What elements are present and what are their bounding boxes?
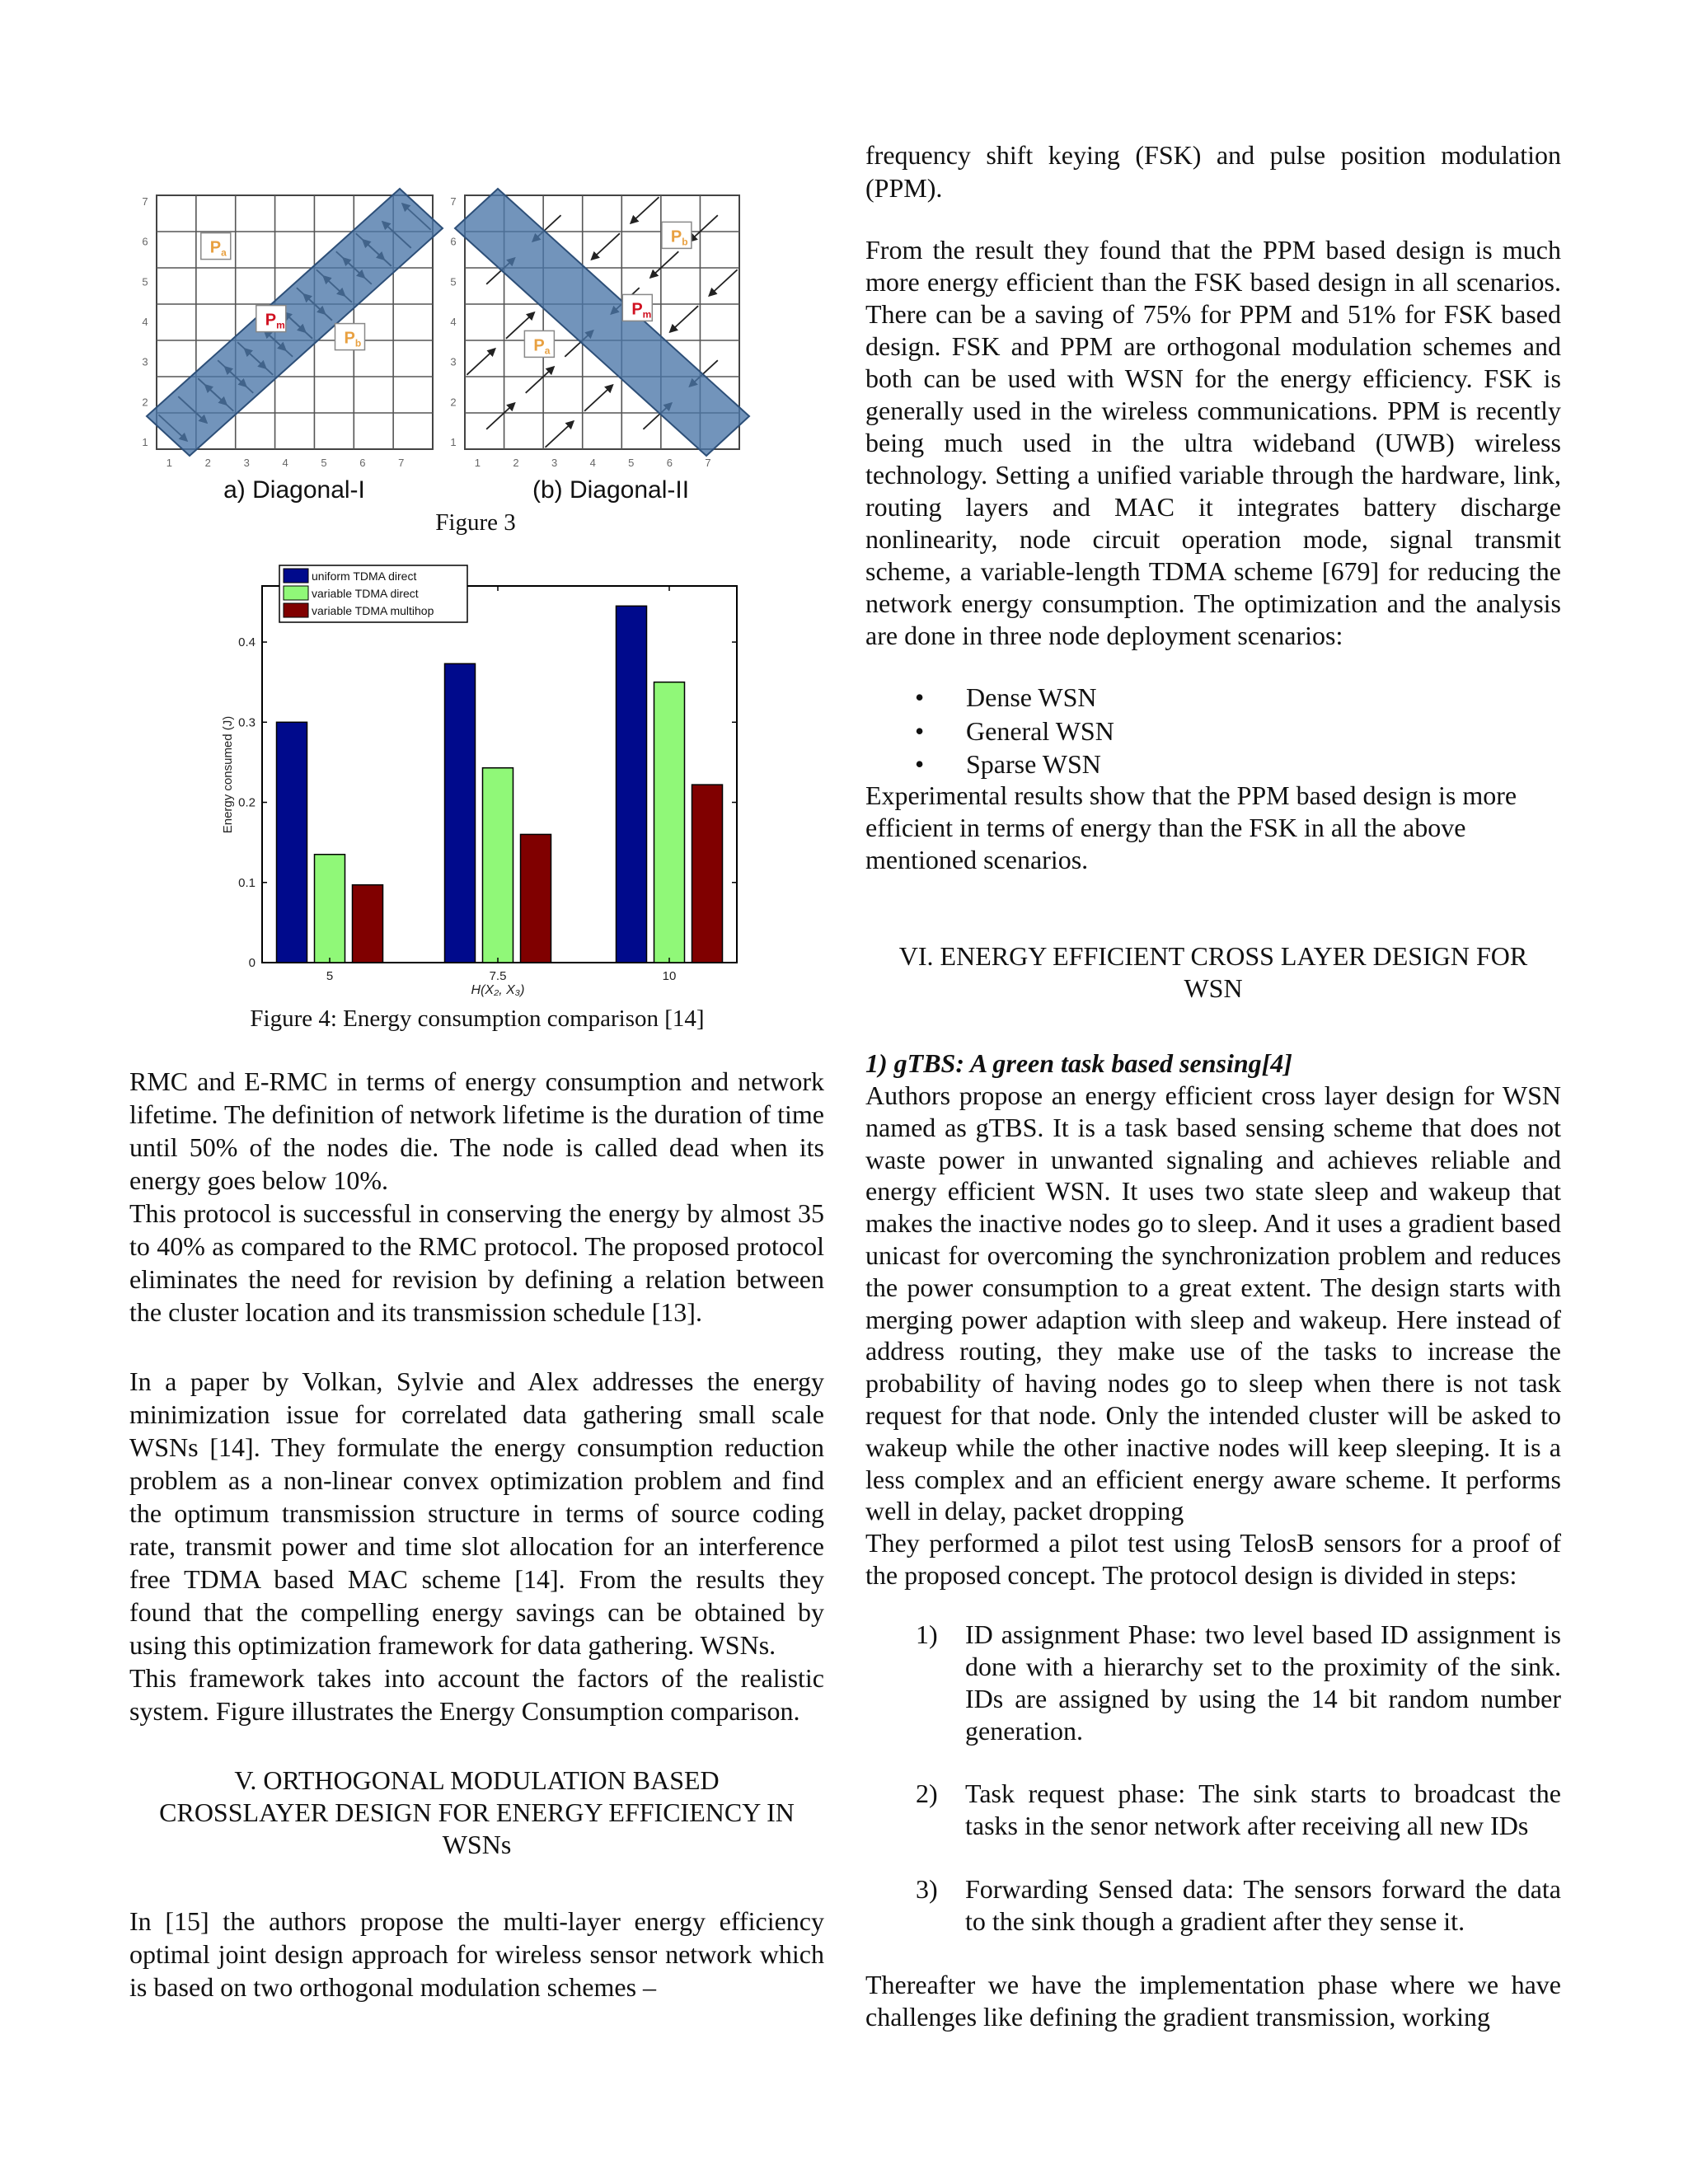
node-label: $P_b$ — [670, 227, 688, 248]
figure-3-panel — [450, 189, 749, 504]
heading-line: WSNs — [442, 1830, 512, 1859]
item-number: 2) — [916, 1779, 938, 1808]
figure-4-bar-chart — [221, 565, 737, 997]
list-item — [865, 681, 1561, 715]
y-tick-label: 0 — [248, 956, 256, 970]
right-paragraph-2: From the result they found that the PPM based design is much more energy efficient than the FSK based design in all scenarios. There can be a saving of 75% for PPM and 51% for FSK based design. FSK and PPM are orthogonal modulation schemes and both can be used with WSN for the energy efficiency. FSK is generally used in the wireless communications. PPM is recently being much used in the ultra wideband (UWB) wireless technology. Setting a unified variable through the hardware, link, routing layers and MAC it integrates battery discharge nonlinearity, node circuit operation mode, signal transmit scheme, a variable-length TDMA scheme [679] for reducing the network energy consumption. The optimization and the analysis are done in three node deployment scenarios: — [865, 235, 1561, 650]
section-v-heading — [129, 1765, 824, 1861]
item-number: 3) — [916, 1874, 938, 1904]
node-label-box — [256, 306, 286, 332]
y-tick-label: 2 — [142, 396, 148, 409]
x-tick-label: 4 — [589, 457, 596, 469]
bar-variable-tdma-direct — [654, 682, 685, 963]
node-label-box — [201, 233, 231, 260]
list-item — [865, 748, 1561, 781]
bullet-icon: • — [915, 715, 925, 746]
heading-line: V. ORTHOGONAL MODULATION BASED — [234, 1765, 720, 1795]
x-tick-label: 1 — [166, 457, 172, 469]
y-tick-label: 5 — [142, 275, 148, 288]
right-paragraph-4: Authors propose an energy efficient cross layer design for WSN named as gTBS. It is a task based sensing scheme that does not waste power in unwanted signaling and achieves reliable and energy efficient WSN. It uses two state sleep and wakeup that makes the inactive nodes go to sleep. And it uses a gradient based unicast for overcoming the synchronization problem and reduces the power consumption to a great extent. The design starts with merging power adaption with sleep and wakeup. Here instead of address routing, they make use of the tasks to increase the probability of having nodes go to sleep when there is not task request for that node. Only the intended cluster will be asked to wakeup while the other inactive nodes will keep sleeping. It is a less complex and an efficient energy aware scheme. It performs well in delay, packet dropping — [865, 1080, 1561, 1526]
y-tick-label: 5 — [450, 275, 457, 288]
y-tick-label: 6 — [142, 235, 148, 248]
bar-variable-tdma-direct — [483, 768, 513, 963]
item-text: ID assignment Phase: two level based ID assignment is done with a hierarchy set to the proximity of the sink. IDs are assigned by using the 14 bit random number generation. — [965, 1619, 1561, 1746]
x-tick-label: 1 — [474, 457, 481, 469]
y-tick-label: 3 — [142, 355, 148, 368]
chart-legend — [279, 565, 467, 622]
legend-swatch — [284, 603, 308, 617]
figure-3-caption: Figure 3 — [435, 509, 516, 536]
bar-uniform-tdma-direct — [445, 663, 476, 963]
node-label-box — [622, 294, 652, 321]
legend-label: uniform TDMA direct — [312, 569, 417, 583]
x-tick-label: 6 — [666, 457, 673, 469]
right-paragraph-5: They performed a pilot test using TelosB sensors for a proof of the proposed concept. The protocol design is divided in steps: — [865, 1528, 1561, 1590]
legend-label: variable TDMA direct — [312, 587, 419, 600]
bar-variable-tdma-multihop — [521, 834, 551, 963]
item-text: Forwarding Sensed data: The sensors forward the data to the sink though a gradient after they sense it. — [965, 1874, 1561, 1936]
right-paragraph-6: Thereafter we have the implementation phase where we have challenges like defining the gradient transmission, working — [865, 1970, 1561, 2032]
y-tick-label: 0.4 — [238, 635, 256, 650]
y-tick-label: 0.3 — [238, 715, 256, 730]
y-tick-label: 6 — [450, 235, 457, 248]
bar-uniform-tdma-direct — [617, 606, 647, 963]
list-item — [865, 715, 1561, 748]
panel-label: a) Diagonal-I — [223, 476, 365, 504]
bar-variable-tdma-multihop — [692, 785, 723, 963]
y-tick-label: 0.1 — [238, 875, 256, 890]
y-tick-label: 7 — [142, 195, 148, 208]
item-text: Task request phase: The sink starts to broadcast the tasks in the senor network after receiving all new IDs — [965, 1779, 1561, 1840]
x-tick-label: 10 — [662, 969, 677, 983]
x-tick-label: 3 — [243, 457, 250, 469]
heading-line: VI. ENERGY EFFICIENT CROSS LAYER DESIGN FOR — [898, 941, 1528, 971]
bar-uniform-tdma-direct — [277, 722, 307, 963]
left-paragraph-3b: This framework takes into account the factors of the realistic system. Figure illustrates the Energy Consumption comparison. — [129, 1663, 824, 1726]
figure-3-panel — [142, 189, 443, 504]
x-tick-label: 4 — [282, 457, 288, 469]
node-label-box — [335, 324, 365, 350]
x-tick-label: 5 — [321, 457, 327, 469]
numbered-item — [865, 1873, 1561, 1938]
legend-swatch — [284, 586, 308, 600]
heading-line: WSN — [1184, 973, 1243, 1003]
y-tick-label: 1 — [142, 436, 148, 448]
bullet-icon: • — [915, 682, 925, 712]
bullet-list — [865, 681, 1561, 781]
bullet-icon: • — [915, 749, 925, 779]
bar-variable-tdma-multihop — [353, 885, 383, 963]
x-tick-label: 6 — [359, 457, 366, 469]
numbered-item — [865, 1778, 1561, 1842]
x-tick-label: 2 — [513, 457, 519, 469]
x-tick-label: 7.5 — [489, 969, 507, 983]
left-paragraph-1: RMC and E-RMC in terms of energy consumption and network lifetime. The definition of network lifetime is the duration of time until 50% of the nodes die. The node is called dead when its energy goes below 10%. — [129, 1066, 824, 1195]
node-label: $P_a$ — [209, 238, 227, 259]
x-axis-label: H(X₂, X₃) — [471, 983, 525, 997]
node-label: $P_m$ — [631, 300, 652, 321]
heading-line: CROSSLAYER DESIGN FOR ENERGY EFFICIENCY IN — [159, 1797, 795, 1827]
node-label: $P_b$ — [344, 329, 362, 349]
left-paragraph-3: In a paper by Volkan, Sylvie and Alex addresses the energy minimization issue for correlated data gathering small scale WSNs [14]. They formulate the energy consumption reduction problem as a non-linear convex optimization problem and find the optimum transmission structure in terms of source coding rate, transmit power and time slot allocation for an interference free TDMA based MAC scheme [14]. From the results they found that the compelling energy savings can be obtained by using this optimization framework for data gathering. WSNs. — [129, 1366, 824, 1660]
legend-label: variable TDMA multihop — [312, 604, 434, 617]
node-label: $P_m$ — [265, 311, 285, 331]
x-tick-label: 7 — [705, 457, 711, 469]
section-vi-heading — [865, 940, 1561, 1005]
numbered-item — [865, 1619, 1561, 1747]
legend-swatch — [284, 569, 308, 583]
y-tick-label: 4 — [142, 316, 148, 328]
bullet-text: General WSN — [966, 715, 1114, 746]
bar-variable-tdma-direct — [315, 855, 345, 963]
item-number: 1) — [916, 1619, 938, 1649]
x-tick-label: 2 — [204, 457, 211, 469]
x-tick-label: 5 — [326, 969, 334, 983]
right-paragraph-3: Experimental results show that the PPM based design is more efficient in terms of energy than the FSK in all the above mentioned scenarios. — [865, 780, 1517, 874]
bullet-text: Sparse WSN — [966, 749, 1101, 779]
panel-label: (b) Diagonal-II — [532, 476, 690, 504]
bullet-text: Dense WSN — [966, 682, 1097, 712]
node-label-box — [524, 330, 554, 357]
node-label: $P_a$ — [533, 336, 551, 357]
y-tick-label: 7 — [450, 195, 457, 208]
left-paragraph-2: This protocol is successful in conserving the energy by almost 35 to 40% as compared to the RMC protocol. The proposed protocol eliminates the need for revision by defining a relation between the cluster location and its transmission schedule [13]. — [129, 1198, 824, 1327]
x-tick-label: 3 — [551, 457, 558, 469]
node-label-box — [662, 222, 692, 248]
y-tick-label: 2 — [450, 396, 457, 409]
x-tick-label: 5 — [628, 457, 635, 469]
y-axis-label: Energy consumed (J) — [221, 715, 235, 834]
x-tick-label: 7 — [398, 457, 405, 469]
left-paragraph-4: In [15] the authors propose the multi-layer energy efficiency optimal joint design approach for wireless sensor network which is based on two orthogonal modulation schemes – — [129, 1906, 824, 2002]
y-tick-label: 4 — [450, 316, 457, 328]
right-paragraph-1: frequency shift keying (FSK) and pulse position modulation (PPM). — [865, 140, 1561, 203]
y-tick-label: 0.2 — [238, 795, 256, 810]
figure-4-caption: Figure 4: Energy consumption comparison [14] — [250, 1005, 705, 1032]
y-tick-label: 3 — [450, 355, 457, 368]
figure-3 — [142, 189, 749, 504]
y-tick-label: 1 — [450, 436, 457, 448]
subsection-gtbs-heading: 1) gTBS: A green task based sensing[4] — [865, 1048, 1292, 1078]
